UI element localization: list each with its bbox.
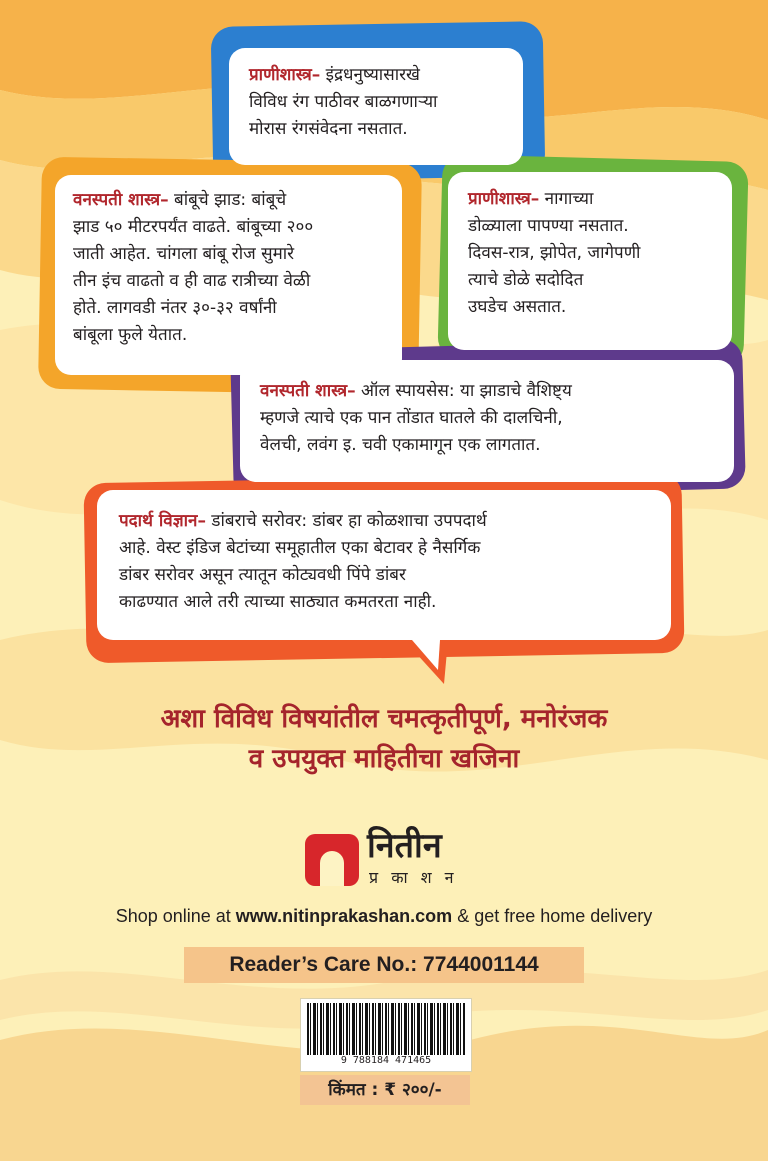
bubble-line: नागाच्या <box>544 189 594 209</box>
publisher-logo <box>305 826 475 892</box>
bubble-line: होते. लागवडी नंतर ३०-३२ वर्षांनी <box>73 298 277 318</box>
fact-bubble-zoology-peacock <box>229 48 523 165</box>
bubble-line: म्हणजे त्याचे एक पान तोंडात घातले की दालचिनी, <box>260 408 563 428</box>
fact-bubble-physics-asphalt <box>97 490 671 640</box>
shop-online-line <box>0 906 768 927</box>
bubble-line: डोळ्याला पापण्या नसतात. <box>468 216 629 236</box>
bubble-line: ऑल स्पायसेस: या झाडाचे वैशिष्ट्य <box>361 381 572 401</box>
bubble-heading: वनस्पती शास्त्र– <box>260 381 356 401</box>
bubble-line: उघडेच असतात. <box>468 297 567 317</box>
publisher-subtitle: प्र का श न <box>369 868 458 887</box>
bubble-line: आहे. वेस्ट इंडिज बेटांच्या समूहातील एका बेटावर हे नैसर्गिक <box>119 538 481 558</box>
bubble-heading: पदार्थ विज्ञान– <box>119 511 206 531</box>
bubble-line: मोरास रंगसंवेदना नसतात. <box>249 119 408 139</box>
readers-care-number: Reader’s Care No.: 7744001144 <box>184 947 584 983</box>
barcode-bars <box>307 1003 465 1055</box>
bubble-line: डांबर सरोवर असून त्यातून कोट्यवधी पिंपे डांबर <box>119 565 406 585</box>
website-link[interactable]: www.nitinprakashan.com <box>235 906 453 926</box>
bubble-line: बांबूचे झाड: बांबूचे <box>174 190 287 210</box>
bubble-line: काढण्यात आले तरी त्याच्या साठ्यात कमतरता नाही. <box>119 592 437 612</box>
publisher-logo-icon <box>305 834 359 886</box>
bubble-line: वेलची, लवंग इ. चवी एकामागून एक लागतात. <box>260 435 541 455</box>
bubble-line: दिवस-रात्र, झोपेत, जागेपणी <box>468 243 641 263</box>
barcode <box>300 998 472 1072</box>
shop-text-post: & get free home delivery <box>452 906 653 926</box>
fact-bubble-botany-bamboo <box>55 175 402 375</box>
tagline-line-2: व उपयुक्त माहितीचा खजिना <box>248 744 520 774</box>
bubble-line: झाड ५० मीटरपर्यंत वाढते. बांबूच्या २०० <box>73 217 314 237</box>
bubble-line: बांबूला फुले येतात. <box>73 325 188 345</box>
speech-tail <box>400 640 460 688</box>
fact-bubble-botany-allspice <box>240 360 734 482</box>
shop-text-pre: Shop online at <box>115 906 236 926</box>
bubble-line: डांबराचे सरोवर: डांबर हा कोळशाचा उपपदार्थ <box>211 511 487 531</box>
publisher-name: नितीन <box>367 826 442 866</box>
bubble-line: त्याचे डोळे सदोदित <box>468 270 584 290</box>
price-label: किंमत : ₹ २००/- <box>300 1075 470 1105</box>
bubble-line: जाती आहेत. चांगला बांबू रोज सुमारे <box>73 244 295 264</box>
bubble-line: तीन इंच वाढतो व ही वाढ रात्रीच्या वेळी <box>73 271 311 291</box>
bubble-line: इंद्रधनुष्यासारखे <box>325 65 420 85</box>
bubble-heading: प्राणीशास्त्र– <box>249 65 321 85</box>
bubble-heading: प्राणीशास्त्र– <box>468 189 540 209</box>
bubble-heading: वनस्पती शास्त्र– <box>73 190 169 210</box>
bubble-line: विविध रंग पाठीवर बाळगणाऱ्या <box>249 92 438 112</box>
tagline-line-1: अशा विविध विषयांतील चमत्कृतीपूर्ण, मनोरंजक <box>160 704 608 734</box>
fact-bubble-zoology-snake <box>448 172 732 350</box>
isbn-number: 9 788184 471465 <box>340 1055 432 1066</box>
